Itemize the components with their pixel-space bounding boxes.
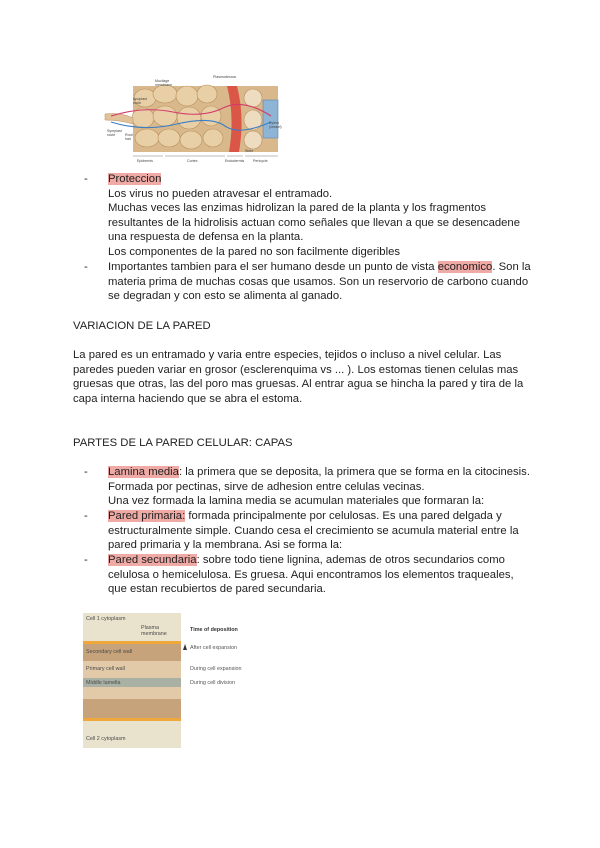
text-line: una respuesta de defensa en la planta. [108,231,304,244]
text-line: estructuralmente simple. Cuando cesa el crecimiento se acumula material entre la [108,524,519,537]
bullet-lamina-media [84,465,534,509]
text-fragment: : la primera que se deposita, la primera que se forma en la citocinesis. [178,466,530,478]
primary-wall-layer-2 [83,687,181,699]
text-line: Los componentes de la pared no son facilmente digeribles [108,245,401,258]
label-xylem: Xylem (vessel) [269,121,282,129]
text-line: materia prima de muchas cosas que usamos. Son un reservorio de carbono cuando [108,275,529,288]
bullet-pared-primaria [84,509,534,553]
text-line: Los virus no pueden atravesar el entramado. [108,187,333,200]
text-line: paredes pueden variar en grosor (esclerenquima vs ... ). Los estomas tienen celulas mas [73,363,519,376]
label-during-expansion: During cell expansion [190,666,242,672]
label-middle-lamella: Middle lamella [86,680,121,686]
text-line: Muchas veces las enzimas hidrolizan la pared de la planta y los fragmentos [108,202,487,215]
root-cross-section-figure [103,72,291,164]
root-hair-shape [105,114,133,125]
cell-wall-layers-figure [83,613,288,748]
label-symplast-route: Symplast route [107,129,122,137]
bullet-dash: - [84,554,88,566]
secondary-wall-layer-2 [83,699,181,718]
highlight-economico: economico [437,261,493,273]
text-line: resultantes de la hidrolisis actuan como señales que llevan a que se desencadene [108,216,520,229]
label-cortex: Cortex [187,159,198,163]
paragraph-variacion [73,348,533,406]
stele-cells [244,89,262,149]
text-fragment: Importantes tambien para el ser humano desde un punto de vista [108,261,438,273]
label-cell1-cytoplasm: Cell 1 cytoplasm [86,616,126,622]
highlight-pared-secundaria: Pared secundaria [108,554,197,566]
bullet-proteccion [84,172,534,260]
cortex-cells [132,85,223,149]
bullet-dash: - [84,173,88,185]
text-line: Formada por pectinas, sirve de adhesion entre celulas vecinas. [108,480,425,493]
label-plasma-membrane: Plasma membrane [141,625,167,637]
bullet-economico [84,260,534,304]
label-pericycle: Pericycle [253,159,268,163]
bullet-dash: - [84,510,88,522]
label-epidermis: Epidermis [137,159,153,163]
label-time-of-deposition: Time of deposition [190,627,238,633]
label-stele: Stele [245,149,254,153]
label-after-expansion: After cell expansion [190,645,238,651]
label-mucilage: Mucilage membrane [155,79,173,87]
cell2-cytoplasm-layer [83,721,181,748]
text-fragment: formada principalmente por celulosas. Es una pared delgada y [185,510,502,522]
text-line: capa interna haciendo que se abra el estoma. [73,392,303,405]
arrow-up-icon [183,644,187,650]
text-line: se degradan y con esto se alimenta al ganado. [108,290,343,303]
root-diagram [103,72,291,164]
highlight-lamina-media: Lamina media [108,466,179,478]
highlight-proteccion: Proteccion [108,173,162,185]
label-secondary-wall: Secondary cell wall [86,649,133,655]
text-fragment: . Son la [492,261,531,273]
bullet-dash: - [84,261,88,273]
heading-partes: PARTES DE LA PARED CELULAR: CAPAS [73,437,293,449]
label-apoplast-route: Apoplast route [133,97,147,105]
text-line: que estan recubiertos de pared secundaria. [108,583,326,596]
label-endodermis: Endodermis [225,159,245,163]
highlight-pared-primaria: Pared primaria: [108,510,186,522]
text-line: La pared es un entramado y varia entre especies, tejidos o incluso a nivel celular. Las [73,349,502,361]
text-line: Una vez formada la lamina media se acumulan materiales que formaran la: [108,495,485,508]
label-cell2-cytoplasm: Cell 2 cytoplasm [86,736,126,742]
bullet-pared-secundaria [84,553,534,597]
label-plasmodesma: Plasmodesma [213,75,236,79]
text-line: pared primaria y la membrana. Asi se forma la: [108,539,343,552]
text-fragment: : sobre todo tiene lignina, ademas de otros secundarios como [196,554,505,566]
bullet-dash: - [84,466,88,478]
label-during-division: During cell division [190,680,235,686]
xylem-vessel [263,100,278,138]
text-line: gruesas que otras, las del poro mas gruesas. Al entrar agua se hincha la pared y tira de la [73,378,524,391]
label-primary-wall: Primary cell wall [86,666,125,672]
label-root-hair: Root hair [125,133,133,141]
text-line: celulosa o hemicelulosa. Es gruesa. Aqui encontramos los elementos traqueales, [108,568,514,581]
heading-variacion: VARIACION DE LA PARED [73,320,211,332]
